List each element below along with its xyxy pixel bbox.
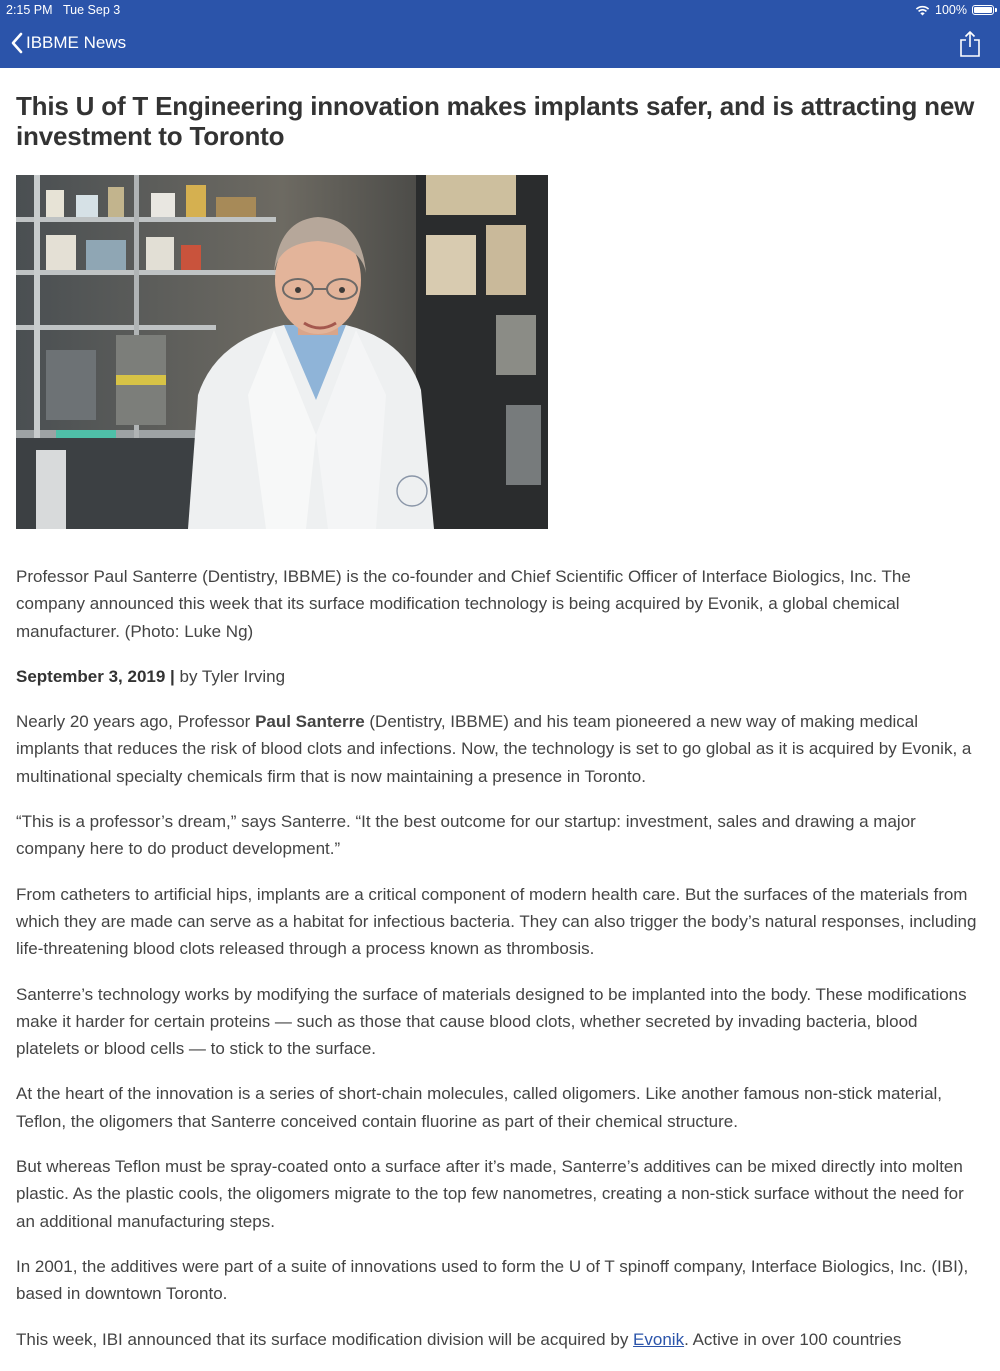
byline-separator: | (170, 666, 175, 686)
status-bar-right (915, 3, 994, 17)
article-photo (16, 175, 548, 529)
paragraph-1-rest: (Dentistry, IBBME) and his team pioneered a new way of making medical implants that reduces the risk of blood clots and infections. Now, the technology is set to go global as it is acquired by Evonik, a multinational specialty chemicals firm that is now maintaining a presence in Toronto. (16, 712, 972, 786)
paragraph-1-intro: Nearly 20 years ago, Professor (16, 712, 256, 732)
battery-percentage: 100% (935, 3, 967, 17)
paragraph-8-intro: This week, IBI announced that its surface modification division will be acquired by (16, 1329, 634, 1349)
paragraph-8 (16, 1326, 984, 1353)
navigation-bar (0, 0, 1000, 68)
paragraph-2: “This is a professor’s dream,” says Santerre. “It the best outcome for our startup: investment, sales and drawing a major company here to do product development.” (16, 812, 916, 859)
back-button-label: IBBME News (26, 33, 127, 52)
article-content (16, 68, 984, 1349)
paragraph-5: At the heart of the innovation is a series of short-chain molecules, called oligomers. Like another famous non-stick material, Teflon, the oligomers that Santerre conceived contain fluorine as part of their chemical structure. (16, 1084, 943, 1131)
battery-icon (972, 5, 994, 15)
paragraph-1 (16, 708, 984, 790)
paragraph-7: In 2001, the additives were part of a suite of innovations used to form the U of T spinoff company, Interface Biologics, Inc. (IBI), based in downtown Toronto. (16, 1256, 969, 1304)
article-body (16, 563, 984, 1371)
status-bar-time (6, 3, 120, 17)
article-date: September 3, 2019 (16, 666, 166, 686)
paragraph-3: From catheters to artificial hips, implants are a critical component of modern health care. But the surfaces of the materials from which they are made can serve as a habitat for infectious bacteria. They can also trigger the body’s natural responses, including life-threatening blood clots released through a process known as thrombosis. (16, 884, 977, 959)
battery-fill (974, 7, 992, 13)
article-title: This U of T Engineering innovation makes implants safer, and is attracting new investment to Toronto (16, 91, 975, 151)
status-date: Tue Sep 3 (62, 3, 121, 17)
article-author: by Tyler Irving (179, 666, 286, 686)
paragraph-1-name: Paul Santerre (255, 712, 365, 732)
wifi-icon (915, 5, 930, 16)
chevron-left-icon (10, 32, 24, 54)
paragraph-4: Santerre’s technology works by modifying the surface of materials designed to be implanted into the body. These modifications make it harder for certain proteins — such as those that cause blood clots, whether secreted by invading bacteria, blood platelets or blood cells — to stick to the surface. (16, 984, 967, 1059)
paragraph-8-rest: . Active in over 100 countries (684, 1329, 902, 1349)
article-byline (16, 663, 984, 690)
status-time: 2:15 PM (6, 3, 53, 17)
paragraph-6: But whereas Teflon must be spray-coated onto a surface after it’s made, Santerre’s additives can be mixed directly into molten plastic. As the plastic cools, the oligomers migrate to the top few nanometres, creating a non-stick surface without the need for an additional manufacturing steps. (16, 1157, 964, 1231)
evonik-link[interactable]: Evonik (633, 1329, 685, 1349)
lab-portrait-image (16, 175, 548, 529)
share-icon[interactable] (958, 30, 982, 58)
back-button[interactable] (10, 32, 126, 54)
photo-caption: Professor Paul Santerre (Dentistry, IBBME) is the co-founder and Chief Scientific Officer of Interface Biologics, Inc. The company announced this week that its surface modification technology is being acquired by Evonik, a global chemical manufacturer. (Photo: Luke Ng) (16, 567, 911, 641)
